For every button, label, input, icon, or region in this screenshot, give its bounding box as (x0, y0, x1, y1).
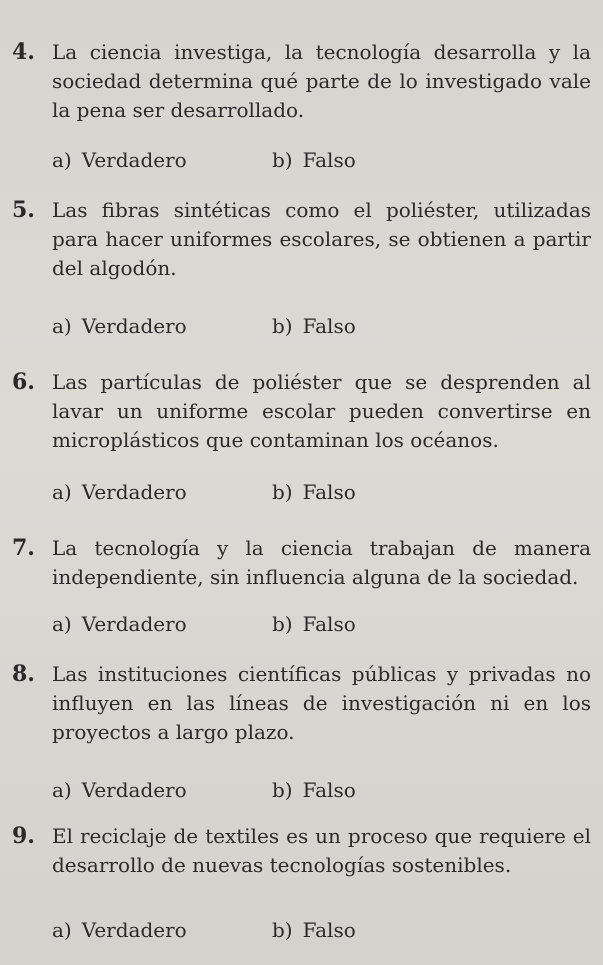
option-label: Falso (302, 480, 356, 504)
option-label: Verdadero (81, 480, 187, 504)
option-b-falso[interactable] (272, 148, 356, 172)
answer-options (52, 918, 552, 948)
option-b-falso[interactable] (272, 314, 356, 338)
question-text: Las fibras sintéticas como el poliéster, utilizadas para hacer uniformes escolares, se obtienen a partir del algodón. (52, 198, 591, 280)
answer-options (52, 314, 552, 344)
option-a-verdadero[interactable] (52, 778, 187, 802)
option-a-verdadero[interactable] (52, 314, 187, 338)
option-a-verdadero[interactable] (52, 480, 187, 504)
question-text: La ciencia investiga, la tecnología desarrolla y la sociedad determina qué parte de lo investigado vale la pena ser desarrollado. (52, 40, 591, 122)
option-letter: a) (52, 314, 72, 338)
answer-options (52, 148, 552, 178)
option-b-falso[interactable] (272, 480, 356, 504)
option-letter: b) (272, 314, 293, 338)
option-label: Falso (302, 148, 356, 172)
question-number: 7. (12, 535, 35, 561)
option-label: Falso (302, 314, 356, 338)
option-b-falso[interactable] (272, 918, 356, 942)
answer-options (52, 480, 552, 510)
option-label: Verdadero (81, 778, 187, 802)
question-text: El reciclaje de textiles es un proceso que requiere el desarrollo de nuevas tecnologías sostenibles. (52, 824, 591, 877)
option-a-verdadero[interactable] (52, 918, 187, 942)
option-letter: a) (52, 480, 72, 504)
option-label: Falso (302, 918, 356, 942)
option-letter: a) (52, 148, 72, 172)
option-label: Verdadero (81, 918, 187, 942)
option-letter: a) (52, 918, 72, 942)
option-label: Verdadero (81, 612, 187, 636)
option-b-falso[interactable] (272, 612, 356, 636)
option-label: Falso (302, 612, 356, 636)
question-text: La tecnología y la ciencia trabajan de manera independiente, sin influencia alguna de la sociedad. (52, 536, 591, 589)
option-letter: a) (52, 778, 72, 802)
answer-options (52, 778, 552, 808)
option-letter: b) (272, 148, 293, 172)
question-number: 9. (12, 823, 35, 849)
option-letter: b) (272, 918, 293, 942)
option-label: Falso (302, 778, 356, 802)
option-letter: b) (272, 778, 293, 802)
question-number: 8. (12, 661, 35, 687)
option-letter: a) (52, 612, 72, 636)
question-text: Las partículas de poliéster que se desprenden al lavar un uniforme escolar pueden convertirse en microplásticos que contaminan los océanos. (52, 370, 591, 452)
answer-options (52, 612, 552, 642)
question-number: 6. (12, 369, 35, 395)
option-a-verdadero[interactable] (52, 612, 187, 636)
option-a-verdadero[interactable] (52, 148, 187, 172)
option-label: Verdadero (81, 148, 187, 172)
option-letter: b) (272, 612, 293, 636)
option-letter: b) (272, 480, 293, 504)
option-b-falso[interactable] (272, 778, 356, 802)
question-number: 5. (12, 197, 35, 223)
option-label: Verdadero (81, 314, 187, 338)
question-number: 4. (12, 39, 35, 65)
question-text: Las instituciones científicas públicas y privadas no influyen en las líneas de investigación ni en los proyectos a largo plazo. (52, 662, 591, 744)
